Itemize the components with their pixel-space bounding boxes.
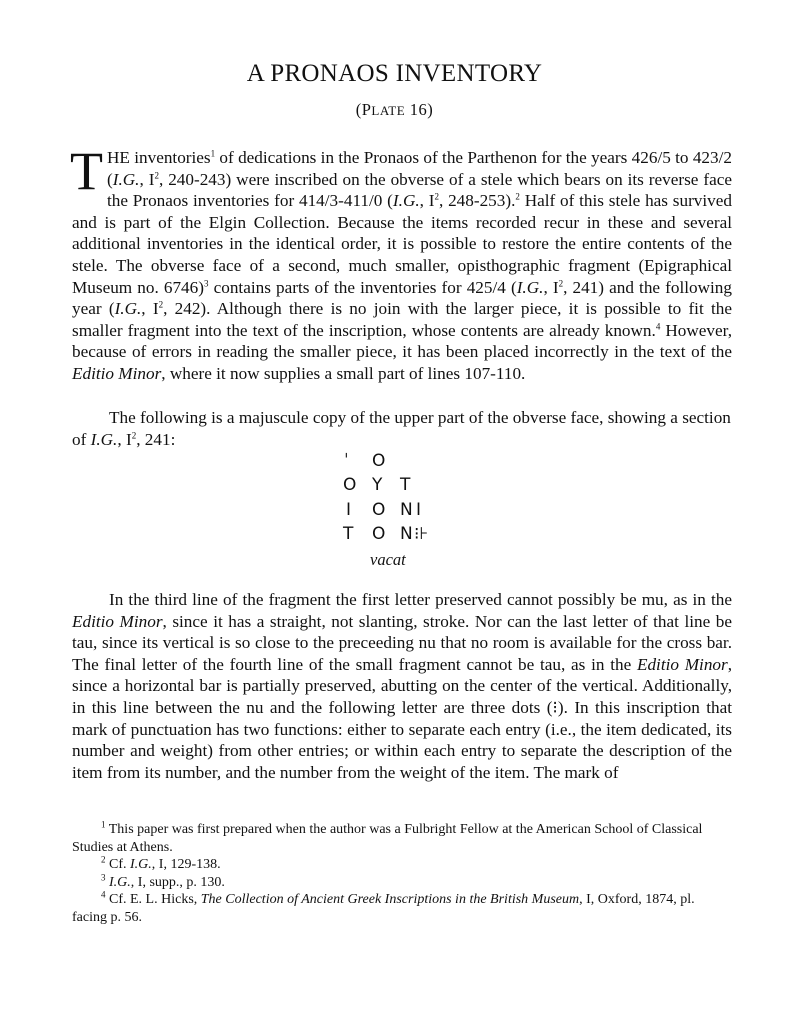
inscription-letter: T [343, 524, 354, 544]
footnote-ref: 4 [655, 321, 661, 332]
paragraph-analysis: In the third line of the fragment the first letter preserved cannot possibly be mu, as in the Editio Minor, since it has a straight, not slanting, stroke. Nor can the last letter of that line be tau, since its vertical is so close to the preceeding nu that no room is available for the cross bar. The final letter of the fourth line of the small fragment cannot be tau, as in the Editio Minor, since a horizontal bar is partially preserved, abutting on the center of the vertical. Additionally, in this line between the nu and the following letter are three dots (⁝). In this inscription that mark of punctuation has two functions: either to separate each entry (i.e., the item dedicated, its number and weight) from other entries; or within each entry to separate the description of the item from its number, and the number from the weight of the item. The mark of [72, 590, 732, 782]
inscription-letter: ⁝⊦ [414, 524, 429, 544]
inscription-letter: N [400, 500, 413, 520]
drop-cap: T [70, 141, 103, 201]
inscription-letter: I [346, 500, 352, 520]
inscription-letter: T [400, 475, 411, 495]
inscription-letter: ˈ [344, 451, 349, 471]
footnote-1: $^1$ This paper was first prepared when the author was a Fulbright Fellow at the American School of Classical Studies at Athens. [72, 819, 703, 855]
inscription-letter: I [416, 500, 422, 520]
inscription-letter: Y [372, 475, 383, 495]
footnote-2: $^2$ Cf. I.G., I, 129-138. [101, 854, 221, 873]
plate-reference: (PLATE 16) [355, 100, 434, 119]
inscription-letter: N [400, 524, 413, 544]
footnote-ref: 1 [210, 148, 216, 159]
footnotes [72, 821, 732, 927]
vacat-label: vacat [370, 550, 406, 569]
inscription-letter: O [372, 451, 386, 471]
page-title: A PRONAOS INVENTORY [246, 60, 543, 87]
footnote-3: $^3$ I.G., I, supp., p. 130. [101, 872, 225, 890]
inscription-letter: O [343, 475, 357, 495]
paragraph-majuscule-intro: The following is a majuscule copy of the upper part of the obverse face, showing a section of I.G., $I^2$, 241: [72, 408, 731, 449]
footnote-ref: 3 [203, 277, 209, 288]
paragraph-intro: THE inventories$^1$ of dedications in the Pronaos of the Parthenon for the years 426/5 to 423/2 (I.G., $I^2$, 240-243) were inscribed on the obverse of a stele which bears on its reverse face the Pronaos inventories for 414/3-411/0 (I.G., $I^2$, 248-253).$^2$ Half of this stele has survived and is part of the Elgin Collection. Because the items recorded recur in these and several additional inventories in the identical order, it is possible to restore the entire contents of the stele. The obverse face of a second, much smaller, opisthographic fragment (Epigraphical Museum no. 6746)$^3$ contains parts of the inventories for 425/4 (I.G., $I^2$, 241) and the following year (I.G., $I^2$, 242). Although there is no join with the larger piece, it is possible to fit the smaller fragment into the text of the inscription, whose contents are already known.$^4$ However, because of errors in reading the smaller piece, it has been placed incorrectly in the text of the Editio Minor, where it now supplies a small part of lines 107-110. [70, 141, 732, 383]
inscription-letter: O [372, 500, 386, 520]
footnote-4: $^4$ Cf. E. L. Hicks, The Collection of Ancient Greek Inscriptions in the British Museum, I, Oxford, 1874, pl. facing p. 56. [72, 889, 695, 925]
inscription-letter: O [372, 524, 386, 544]
footnote-ref: 2 [515, 191, 520, 202]
